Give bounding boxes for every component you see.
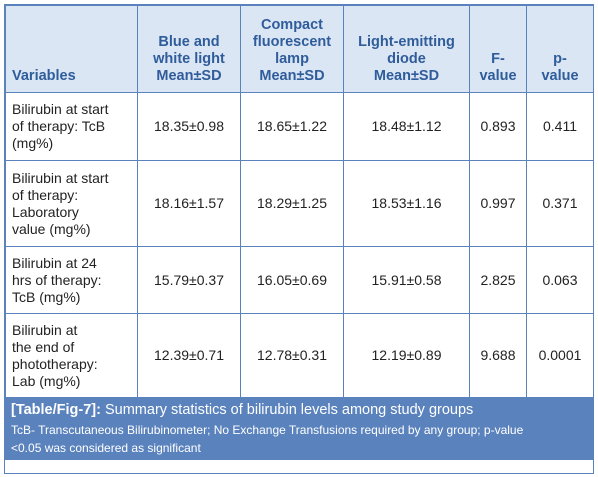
cell-p-value: 0.411	[527, 93, 594, 161]
cell-blue-white: 18.16±1.57	[138, 161, 241, 247]
cell-cfl: 18.65±1.22	[241, 93, 344, 161]
cell-led: 18.53±1.16	[344, 161, 470, 247]
row-variable: Bilirubin at start of therapy: Laboratory value (mg%)	[6, 161, 138, 247]
cell-led: 18.48±1.12	[344, 93, 470, 161]
table-caption	[5, 398, 593, 460]
header-row	[6, 6, 594, 93]
row-variable: Bilirubin at start of therapy: TcB (mg%)	[6, 93, 138, 161]
cell-blue-white: 15.79±0.37	[138, 247, 241, 314]
table-row	[6, 247, 594, 314]
header-variables: Variables	[6, 6, 138, 93]
table-row	[6, 93, 594, 161]
caption-note-line-1: TcB- Transcutaneous Bilirubinometer; No Exchange Transfusions required by any group; p-value	[11, 423, 524, 437]
caption-title-line	[11, 401, 587, 419]
cell-led: 15.91±0.58	[344, 247, 470, 314]
header-compact-fluorescent-lamp: Compact fluorescent lamp Mean±SD	[241, 6, 344, 93]
cell-f-value: 0.893	[470, 93, 527, 161]
summary-table	[5, 5, 594, 398]
caption-title: Summary statistics of bilirubin levels among study groups	[100, 402, 474, 418]
header-f-value: F- value	[470, 6, 527, 93]
cell-blue-white: 12.39±0.71	[138, 314, 241, 398]
cell-p-value: 0.371	[527, 161, 594, 247]
cell-p-value: 0.0001	[527, 314, 594, 398]
row-variable: Bilirubin at 24 hrs of therapy: TcB (mg%)	[6, 247, 138, 314]
header-p-value: p- value	[527, 6, 594, 93]
caption-notes	[11, 421, 587, 457]
row-variable: Bilirubin at the end of phototherapy: Lab (mg%)	[6, 314, 138, 398]
cell-f-value: 0.997	[470, 161, 527, 247]
cell-cfl: 18.29±1.25	[241, 161, 344, 247]
caption-note-line-2: <0.05 was considered as significant	[11, 441, 201, 455]
header-light-emitting-diode: Light-emitting diode Mean±SD	[344, 6, 470, 93]
cell-led: 12.19±0.89	[344, 314, 470, 398]
cell-f-value: 2.825	[470, 247, 527, 314]
cell-p-value: 0.063	[527, 247, 594, 314]
table-row	[6, 314, 594, 398]
table-figure	[4, 4, 594, 474]
header-blue-white-light: Blue and white light Mean±SD	[138, 6, 241, 93]
cell-cfl: 12.78±0.31	[241, 314, 344, 398]
cell-cfl: 16.05±0.69	[241, 247, 344, 314]
caption-label: [Table/Fig-7]:	[11, 402, 101, 418]
table-row	[6, 161, 594, 247]
cell-f-value: 9.688	[470, 314, 527, 398]
cell-blue-white: 18.35±0.98	[138, 93, 241, 161]
